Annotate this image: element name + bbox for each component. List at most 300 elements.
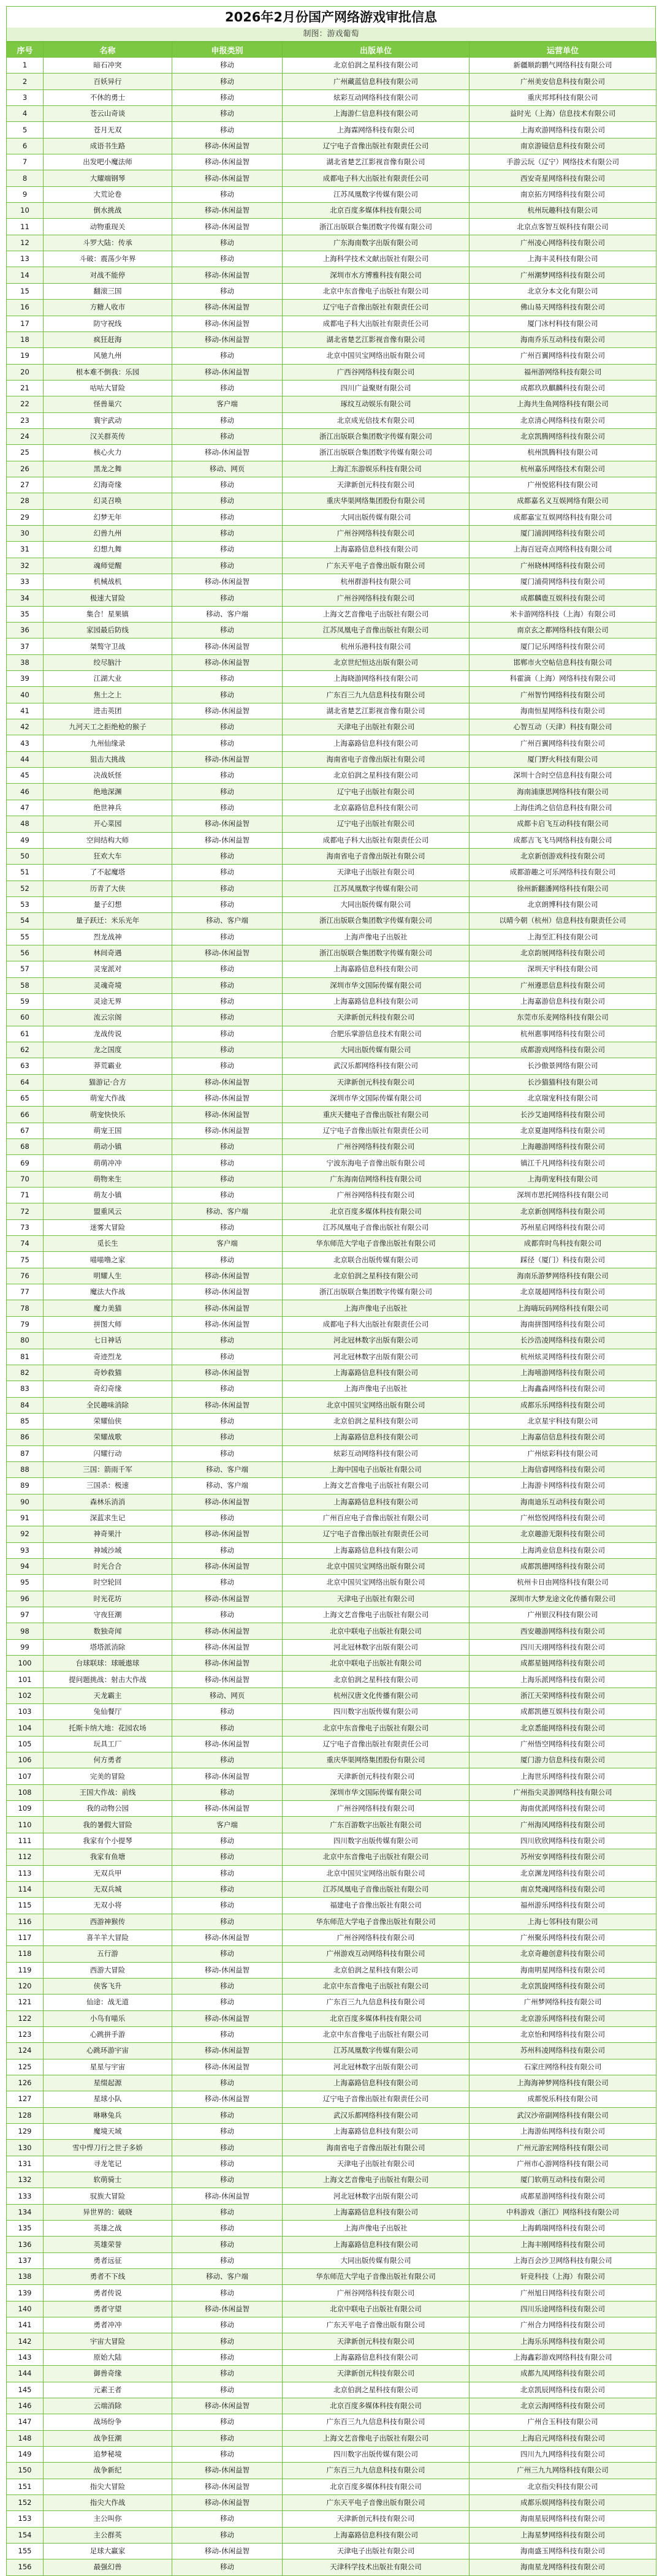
table-row bbox=[7, 1300, 656, 1316]
cell-publisher: 琢纹互动娱乐有限公司 bbox=[283, 396, 470, 412]
cell-category: 移动、客户端 bbox=[172, 606, 283, 622]
cell-publisher: 上海嘉路信息科技有限公司 bbox=[283, 1365, 470, 1381]
cell-category: 移动-休闲益智 bbox=[172, 1397, 283, 1413]
cell-game-name: 萌宠快快乐 bbox=[44, 1107, 172, 1123]
cell-category: 移动 bbox=[172, 623, 283, 638]
table-row bbox=[7, 800, 656, 816]
cell-game-name: 风驰九州 bbox=[44, 348, 172, 364]
cell-publisher: 北京百度多媒体科技有限公司 bbox=[283, 2398, 470, 2414]
cell-operator: 上海游佑网络科技有限公司 bbox=[470, 2124, 656, 2140]
cell-operator: 成都凯德网络科技有限公司 bbox=[470, 1558, 656, 1574]
cell-index: 155 bbox=[7, 2543, 44, 2559]
cell-publisher: 辽宁电子音像出版社有限责任公司 bbox=[283, 1123, 470, 1138]
cell-publisher: 辽宁电子音像出版社有限责任公司 bbox=[283, 1526, 470, 1542]
cell-category: 移动-休闲益智 bbox=[172, 316, 283, 331]
cell-operator: 成都嘉名义互娱网络有限公司 bbox=[470, 493, 656, 509]
cell-index: 45 bbox=[7, 768, 44, 784]
cell-index: 106 bbox=[7, 1752, 44, 1768]
cell-index: 10 bbox=[7, 203, 44, 219]
table-row bbox=[7, 865, 656, 881]
cell-game-name: 家园最后防线 bbox=[44, 623, 172, 638]
cell-operator: 深圳市大梦龙途文化传播有限公司 bbox=[470, 1591, 656, 1607]
table-row bbox=[7, 203, 656, 219]
cell-game-name: 战争狂潮 bbox=[44, 2430, 172, 2446]
cell-operator: 上海七邻科技有限公司 bbox=[470, 1914, 656, 1930]
cell-game-name: 勇者远征 bbox=[44, 2252, 172, 2268]
cell-game-name: 机械战机 bbox=[44, 574, 172, 590]
cell-operator: 成都悦乐科技有限公司 bbox=[470, 2091, 656, 2107]
cell-category: 移动 bbox=[172, 2140, 283, 2156]
cell-operator: 海南优派网络科技有限公司 bbox=[470, 1801, 656, 1817]
table-row bbox=[7, 1413, 656, 1429]
cell-operator: 苏州安享网络科技有限公司 bbox=[470, 1849, 656, 1865]
table-row bbox=[7, 300, 656, 316]
cell-index: 126 bbox=[7, 2075, 44, 2091]
cell-category: 移动 bbox=[172, 865, 283, 881]
cell-operator: 广州晓林网络科技有限公司 bbox=[470, 558, 656, 574]
cell-category: 移动 bbox=[172, 1833, 283, 1849]
table-row bbox=[7, 1445, 656, 1461]
cell-index: 140 bbox=[7, 2301, 44, 2317]
table-row bbox=[7, 574, 656, 590]
cell-operator: 苏州科凌网络科技有限公司 bbox=[470, 2043, 656, 2059]
cell-operator: 以晴今朝（杭州）信息科技有限责任公司 bbox=[470, 913, 656, 929]
cell-publisher: 上海科学技术文献出版社有限公司 bbox=[283, 251, 470, 267]
cell-game-name: 萌物来生 bbox=[44, 1171, 172, 1187]
cell-index: 124 bbox=[7, 2043, 44, 2059]
cell-publisher: 上海游仁信息科技有限公司 bbox=[283, 106, 470, 122]
cell-category: 移动-休闲益智 bbox=[172, 2188, 283, 2204]
cell-game-name: 大耀端钢琴 bbox=[44, 170, 172, 186]
cell-index: 87 bbox=[7, 1445, 44, 1461]
cell-publisher: 大同出版传媒有限公司 bbox=[283, 896, 470, 912]
cell-publisher: 北京成光信技术有限公司 bbox=[283, 412, 470, 428]
cell-category: 移动 bbox=[172, 1252, 283, 1268]
cell-operator: 厦门野火科技有限公司 bbox=[470, 751, 656, 767]
cell-game-name: 魔境天域 bbox=[44, 2124, 172, 2140]
cell-category: 移动 bbox=[172, 122, 283, 138]
cell-category: 移动-休闲益智 bbox=[172, 2010, 283, 2026]
cell-publisher: 浙江出版联合集团数字传媒有限公司 bbox=[283, 445, 470, 461]
cell-game-name: 决战妖怪 bbox=[44, 768, 172, 784]
cell-category: 移动 bbox=[172, 235, 283, 251]
cell-operator: 杭州凯腾科技有限公司 bbox=[470, 445, 656, 461]
table-row bbox=[7, 1091, 656, 1107]
cell-category: 移动 bbox=[172, 1349, 283, 1365]
cell-category: 移动 bbox=[172, 2527, 283, 2543]
cell-game-name: 成语书生路 bbox=[44, 138, 172, 154]
cell-game-name: 迷雾大冒险 bbox=[44, 1219, 172, 1235]
cell-publisher: 广东海南数字出版有限公司 bbox=[283, 235, 470, 251]
cell-operator: 北京悉能网络科技有限公司 bbox=[470, 1720, 656, 1736]
cell-operator: 广州悠悦网络科技有限公司 bbox=[470, 1510, 656, 1526]
table-row bbox=[7, 2446, 656, 2462]
cell-category: 移动-休闲益智 bbox=[172, 703, 283, 719]
table-row bbox=[7, 1252, 656, 1268]
cell-game-name: 九河天工之拒绝枪的猴子 bbox=[44, 719, 172, 735]
cell-publisher: 北京中国贝宝网络出版有限公司 bbox=[283, 1558, 470, 1574]
cell-operator: 广州合力网络科技有限公司 bbox=[470, 2317, 656, 2333]
table-row bbox=[7, 623, 656, 638]
cell-publisher: 湖北省楚艺江影视音像有限公司 bbox=[283, 703, 470, 719]
cell-category: 移动 bbox=[172, 1752, 283, 1768]
cell-category: 移动 bbox=[172, 1155, 283, 1171]
cell-category: 移动 bbox=[172, 848, 283, 864]
cell-operator: 广州聚乐网络科技有限公司 bbox=[470, 1930, 656, 1945]
cell-game-name: 莽荒霸业 bbox=[44, 1058, 172, 1074]
cell-publisher: 江苏凤凰数字传媒有限公司 bbox=[283, 881, 470, 896]
cell-game-name: 无双兵甲 bbox=[44, 1865, 172, 1881]
cell-publisher: 天津科学技术出版社有限公司 bbox=[283, 2559, 470, 2575]
table-row bbox=[7, 186, 656, 202]
cell-publisher: 杭州乐港科技有限公司 bbox=[283, 638, 470, 654]
table-row bbox=[7, 896, 656, 912]
cell-game-name: 五行游 bbox=[44, 1946, 172, 1962]
cell-index: 97 bbox=[7, 1607, 44, 1623]
table-row bbox=[7, 1526, 656, 1542]
cell-operator: 广州合玉科技有限公司 bbox=[470, 2414, 656, 2430]
cell-category: 移动 bbox=[172, 2317, 283, 2333]
cell-category: 移动、网页 bbox=[172, 1688, 283, 1703]
cell-operator: 长沙艾迪网络科技有限公司 bbox=[470, 1107, 656, 1123]
cell-index: 17 bbox=[7, 316, 44, 331]
cell-game-name: 九州仙缘录 bbox=[44, 735, 172, 751]
cell-operator: 广州炫彩科技有限公司 bbox=[470, 1445, 656, 1461]
cell-publisher: 河北冠林数字出版有限公司 bbox=[283, 1333, 470, 1349]
cell-operator: 海南乐游梦网络科技有限公司 bbox=[470, 1268, 656, 1284]
cell-publisher: 广西谷网络科技有限公司 bbox=[283, 364, 470, 380]
cell-publisher: 辽宁电子出版社有限公司 bbox=[283, 816, 470, 832]
cell-game-name: 奇幻奇缘 bbox=[44, 1381, 172, 1397]
table-row bbox=[7, 1058, 656, 1074]
cell-index: 2 bbox=[7, 74, 44, 89]
cell-game-name: 勇者守望 bbox=[44, 2301, 172, 2317]
cell-publisher: 上海声像电子出版社 bbox=[283, 1300, 470, 1316]
cell-category: 移动-休闲益智 bbox=[172, 2543, 283, 2559]
cell-index: 75 bbox=[7, 1252, 44, 1268]
table-row bbox=[7, 1042, 656, 1058]
cell-game-name: 台球联球：球暖遨球 bbox=[44, 1656, 172, 1672]
cell-index: 74 bbox=[7, 1236, 44, 1252]
cell-category: 移动 bbox=[172, 719, 283, 735]
cell-game-name: 寰宇武动 bbox=[44, 412, 172, 428]
cell-publisher: 北京中国贝宝网络出版有限公司 bbox=[283, 1865, 470, 1881]
cell-index: 84 bbox=[7, 1397, 44, 1413]
cell-operator: 上海鹤瑞网络科技有限公司 bbox=[470, 2221, 656, 2237]
table-row bbox=[7, 1284, 656, 1300]
cell-operator: 上海世乐网络科技有限公司 bbox=[470, 1768, 656, 1784]
cell-publisher: 合肥乐掌游信息技术有限公司 bbox=[283, 1026, 470, 1042]
cell-category: 移动-休闲益智 bbox=[172, 154, 283, 170]
cell-category: 移动 bbox=[172, 1430, 283, 1445]
cell-publisher: 华东师范大学电子音像出版社有限公司 bbox=[283, 1914, 470, 1930]
cell-category: 移动 bbox=[172, 1010, 283, 1026]
column-header-category: 申报类别 bbox=[172, 42, 283, 58]
cell-category: 移动 bbox=[172, 1704, 283, 1720]
cell-operator: 米卡游网络科技（上海）有限公司 bbox=[470, 606, 656, 622]
cell-index: 22 bbox=[7, 396, 44, 412]
cell-operator: 海南迪乐互动科技有限公司 bbox=[470, 1494, 656, 1510]
cell-category: 移动-休闲益智 bbox=[172, 2301, 283, 2317]
cell-category: 移动-休闲益智 bbox=[172, 1107, 283, 1123]
table-row bbox=[7, 2172, 656, 2188]
table-row bbox=[7, 138, 656, 154]
table-row bbox=[7, 331, 656, 347]
cell-category: 移动 bbox=[172, 881, 283, 896]
table-row bbox=[7, 2221, 656, 2237]
table-row bbox=[7, 2237, 656, 2252]
table-row bbox=[7, 2026, 656, 2042]
cell-index: 95 bbox=[7, 1575, 44, 1591]
cell-category: 移动 bbox=[172, 1219, 283, 1235]
cell-operator: 成都九凤网络科技有限公司 bbox=[470, 2366, 656, 2382]
cell-publisher: 上海嘉路信息科技有限公司 bbox=[283, 2237, 470, 2252]
cell-publisher: 深圳市华文国际传媒有限公司 bbox=[283, 1784, 470, 1800]
page-title: 2026年2月份国产网络游戏审批信息 bbox=[6, 6, 656, 28]
cell-operator: 上海乐派网络科技有限公司 bbox=[470, 1672, 656, 1688]
cell-publisher: 广东天平电子音像出版有限公司 bbox=[283, 2317, 470, 2333]
cell-index: 116 bbox=[7, 1914, 44, 1930]
cell-publisher: 上海文艺音像电子出版社有限公司 bbox=[283, 1607, 470, 1623]
cell-index: 14 bbox=[7, 267, 44, 283]
cell-operator: 成都卡启飞互动科技有限公司 bbox=[470, 816, 656, 832]
cell-game-name: 闪耀行动 bbox=[44, 1445, 172, 1461]
cell-publisher: 浙江出版联合集团数字传媒有限公司 bbox=[283, 428, 470, 444]
cell-index: 56 bbox=[7, 945, 44, 961]
cell-game-name: 提问题挑战：射击大作战 bbox=[44, 1672, 172, 1688]
cell-publisher: 天津电子出版社有限公司 bbox=[283, 2543, 470, 2559]
cell-publisher: 上海嘉路信息科技有限公司 bbox=[283, 961, 470, 977]
cell-publisher: 上海嘉路信息科技有限公司 bbox=[283, 1430, 470, 1445]
cell-publisher: 辽宁电子音像出版社有限责任公司 bbox=[283, 300, 470, 316]
column-header-index: 序号 bbox=[7, 42, 44, 58]
cell-operator: 杭州惠事网络科技有限公司 bbox=[470, 1026, 656, 1042]
cell-publisher: 天津电子出版社有限公司 bbox=[283, 865, 470, 881]
table-header-row bbox=[7, 42, 656, 58]
cell-publisher: 江苏凤凰电子音像出版社有限公司 bbox=[283, 623, 470, 638]
table-row bbox=[7, 751, 656, 767]
cell-index: 120 bbox=[7, 1978, 44, 1994]
cell-publisher: 浙江出版联合集团数字传媒有限公司 bbox=[283, 913, 470, 929]
cell-index: 34 bbox=[7, 590, 44, 606]
cell-index: 88 bbox=[7, 1461, 44, 1477]
table-row bbox=[7, 1849, 656, 1865]
cell-publisher: 华东师范大学电子音像出版社有限公司 bbox=[283, 1236, 470, 1252]
cell-game-name: 苍云山奇谈 bbox=[44, 106, 172, 122]
table-row bbox=[7, 1026, 656, 1042]
cell-operator: 上海佳鸿之信信息科技有限公司 bbox=[470, 800, 656, 816]
cell-category: 移动-休闲益智 bbox=[172, 1300, 283, 1316]
cell-category: 移动 bbox=[172, 2252, 283, 2268]
cell-category: 移动 bbox=[172, 1188, 283, 1203]
cell-index: 73 bbox=[7, 1219, 44, 1235]
cell-category: 移动 bbox=[172, 896, 283, 912]
cell-operator: 北京夏迦网络科技有限公司 bbox=[470, 1123, 656, 1138]
cell-category: 移动 bbox=[172, 2333, 283, 2349]
cell-operator: 邯郸市火空帖信息科技有限公司 bbox=[470, 654, 656, 670]
cell-operator: 北京韵展网络科技有限公司 bbox=[470, 945, 656, 961]
cell-game-name: 萌宠大作战 bbox=[44, 1091, 172, 1107]
cell-index: 69 bbox=[7, 1155, 44, 1171]
cell-index: 64 bbox=[7, 1074, 44, 1090]
table-row bbox=[7, 1010, 656, 1026]
cell-index: 150 bbox=[7, 2463, 44, 2479]
cell-index: 147 bbox=[7, 2414, 44, 2430]
table-row bbox=[7, 2124, 656, 2140]
cell-index: 20 bbox=[7, 364, 44, 380]
table-row bbox=[7, 1623, 656, 1639]
cell-game-name: 奇妙救猫 bbox=[44, 1365, 172, 1381]
cell-game-name: 黑龙之舞 bbox=[44, 461, 172, 477]
cell-category: 移动-休闲益智 bbox=[172, 2091, 283, 2107]
cell-category: 移动-休闲益智 bbox=[172, 138, 283, 154]
cell-game-name: 明耀人生 bbox=[44, 1268, 172, 1284]
cell-category: 移动-休闲益智 bbox=[172, 1284, 283, 1300]
cell-game-name: 宇宙大冒险 bbox=[44, 2333, 172, 2349]
cell-category: 移动 bbox=[172, 929, 283, 945]
cell-category: 移动 bbox=[172, 493, 283, 509]
cell-game-name: 焦土之上 bbox=[44, 687, 172, 703]
cell-index: 86 bbox=[7, 1430, 44, 1445]
cell-category: 客户端 bbox=[172, 396, 283, 412]
cell-publisher: 四川数字出版传媒有限公司 bbox=[283, 2446, 470, 2462]
cell-index: 96 bbox=[7, 1591, 44, 1607]
cell-game-name: 防守祝线 bbox=[44, 316, 172, 331]
cell-operator: 成都乐乐网络科技有限公司 bbox=[470, 1397, 656, 1413]
cell-game-name: 战争新纪 bbox=[44, 2463, 172, 2479]
table-row bbox=[7, 2059, 656, 2075]
cell-operator: 北京分本文化有限公司 bbox=[470, 283, 656, 299]
cell-game-name: 元素王者 bbox=[44, 2382, 172, 2398]
cell-index: 58 bbox=[7, 977, 44, 993]
cell-category: 移动 bbox=[172, 509, 283, 525]
cell-publisher: 上海嘉路信息科技有限公司 bbox=[283, 2204, 470, 2220]
cell-index: 16 bbox=[7, 300, 44, 316]
cell-index: 94 bbox=[7, 1558, 44, 1574]
cell-category: 移动、客户端 bbox=[172, 2269, 283, 2285]
cell-game-name: 时空轮回 bbox=[44, 1575, 172, 1591]
cell-game-name: 我的动物公园 bbox=[44, 1801, 172, 1817]
cell-operator: 上海共生鱼网络科技有限公司 bbox=[470, 396, 656, 412]
cell-publisher: 浙江出版联合集团数字传媒有限公司 bbox=[283, 945, 470, 961]
cell-index: 66 bbox=[7, 1107, 44, 1123]
cell-game-name: 萌萌冲冲 bbox=[44, 1155, 172, 1171]
table-row bbox=[7, 1962, 656, 1978]
cell-game-name: 主公叫你 bbox=[44, 2511, 172, 2527]
table-row bbox=[7, 1123, 656, 1138]
table-row bbox=[7, 1349, 656, 1365]
cell-publisher: 北京伯润之星科技有限公司 bbox=[283, 768, 470, 784]
cell-publisher: 上海嘉路信息科技有限公司 bbox=[283, 993, 470, 1009]
cell-publisher: 北京世纪恒达出版有限公司 bbox=[283, 654, 470, 670]
cell-index: 129 bbox=[7, 2124, 44, 2140]
cell-publisher: 北京嘉路信息科技有限公司 bbox=[283, 800, 470, 816]
cell-game-name: 托斯卡纳大地：花园农场 bbox=[44, 1720, 172, 1736]
cell-game-name: 指尖大冒险 bbox=[44, 2479, 172, 2495]
cell-operator: 成都星链网络科技有限公司 bbox=[470, 1656, 656, 1672]
cell-operator: 成都玖玖麒麟科技有限公司 bbox=[470, 380, 656, 396]
cell-category: 移动 bbox=[172, 348, 283, 364]
cell-index: 101 bbox=[7, 1672, 44, 1688]
cell-operator: 成都乐娱网络科技有限公司 bbox=[470, 2495, 656, 2510]
cell-index: 156 bbox=[7, 2559, 44, 2575]
cell-operator: 石家庄网络科技有限公司 bbox=[470, 2059, 656, 2075]
cell-game-name: 量子幻想 bbox=[44, 896, 172, 912]
cell-game-name: 我家有鱼塘 bbox=[44, 1849, 172, 1865]
cell-category: 移动 bbox=[172, 1914, 283, 1930]
cell-index: 121 bbox=[7, 1995, 44, 2010]
table-row bbox=[7, 445, 656, 461]
cell-operator: 北京凯辰网络科技有限公司 bbox=[470, 2382, 656, 2398]
table-row bbox=[7, 2382, 656, 2398]
cell-category: 移动 bbox=[172, 106, 283, 122]
cell-operator: 西安奇星网络科技有限公司 bbox=[470, 170, 656, 186]
cell-index: 128 bbox=[7, 2107, 44, 2123]
cell-operator: 海南乔乐互动科技有限公司 bbox=[470, 331, 656, 347]
table-row bbox=[7, 1817, 656, 1833]
cell-game-name: 汉关群英传 bbox=[44, 428, 172, 444]
cell-category: 移动-休闲益智 bbox=[172, 1930, 283, 1945]
cell-operator: 科霍滴（上海）网络科技有限公司 bbox=[470, 671, 656, 687]
table-row bbox=[7, 1865, 656, 1881]
cell-publisher: 北京百度多媒体科技有限公司 bbox=[283, 1203, 470, 1219]
cell-game-name: 翻滚三国 bbox=[44, 283, 172, 299]
cell-index: 55 bbox=[7, 929, 44, 945]
table-row bbox=[7, 1898, 656, 1914]
table-row bbox=[7, 1688, 656, 1703]
cell-index: 13 bbox=[7, 251, 44, 267]
table-row bbox=[7, 1672, 656, 1688]
cell-operator: 上海海神梦网络科技有限公司 bbox=[470, 2075, 656, 2091]
cell-publisher: 深圳市华文国际传媒有限公司 bbox=[283, 1091, 470, 1107]
cell-operator: 广州悟空网络科技有限公司 bbox=[470, 1736, 656, 1752]
table-row bbox=[7, 154, 656, 170]
cell-publisher: 上海中国电子出版社有限公司 bbox=[283, 1461, 470, 1477]
cell-game-name: 玩具工厂 bbox=[44, 1736, 172, 1752]
cell-operator: 厦门冰村科技有限公司 bbox=[470, 316, 656, 331]
cell-operator: 广州指尖灵游网络科技有限公司 bbox=[470, 1784, 656, 1800]
cell-publisher: 辽宁电子音像出版社有限责任公司 bbox=[283, 138, 470, 154]
cell-index: 50 bbox=[7, 848, 44, 864]
cell-publisher: 北京中国贝宝网络出版有限公司 bbox=[283, 1397, 470, 1413]
cell-publisher: 湖北省楚艺江影视音像有限公司 bbox=[283, 331, 470, 347]
table-row bbox=[7, 1752, 656, 1768]
cell-publisher: 深圳市水方博雅科技有限公司 bbox=[283, 267, 470, 283]
cell-operator: 北京清心网络科技有限公司 bbox=[470, 412, 656, 428]
cell-index: 105 bbox=[7, 1736, 44, 1752]
cell-publisher: 广东百游数字出版社有限公司 bbox=[283, 1817, 470, 1833]
table-row bbox=[7, 461, 656, 477]
cell-operator: 四川天翊网络科技有限公司 bbox=[470, 1639, 656, 1655]
cell-game-name: 小鸟有喵乐 bbox=[44, 2010, 172, 2026]
table-row bbox=[7, 784, 656, 800]
cell-category: 移动-休闲益智 bbox=[172, 2059, 283, 2075]
cell-game-name: 咻咻兔兵 bbox=[44, 2107, 172, 2123]
cell-publisher: 广州百应电子音像出版社有限公司 bbox=[283, 1510, 470, 1526]
cell-index: 89 bbox=[7, 1478, 44, 1494]
cell-game-name: 幻灵召唤 bbox=[44, 493, 172, 509]
cell-game-name: 动物重现关 bbox=[44, 219, 172, 235]
cell-category: 移动 bbox=[172, 2285, 283, 2301]
cell-game-name: 完美的冒险 bbox=[44, 1768, 172, 1784]
table-row bbox=[7, 913, 656, 929]
cell-category: 移动 bbox=[172, 1542, 283, 1558]
cell-operator: 福州游乐网络科技有限公司 bbox=[470, 1898, 656, 1914]
cell-game-name: 西游神猴传 bbox=[44, 1914, 172, 1930]
cell-game-name: 苍月无双 bbox=[44, 122, 172, 138]
cell-category: 移动 bbox=[172, 1865, 283, 1881]
cell-category: 移动-休闲益智 bbox=[172, 751, 283, 767]
